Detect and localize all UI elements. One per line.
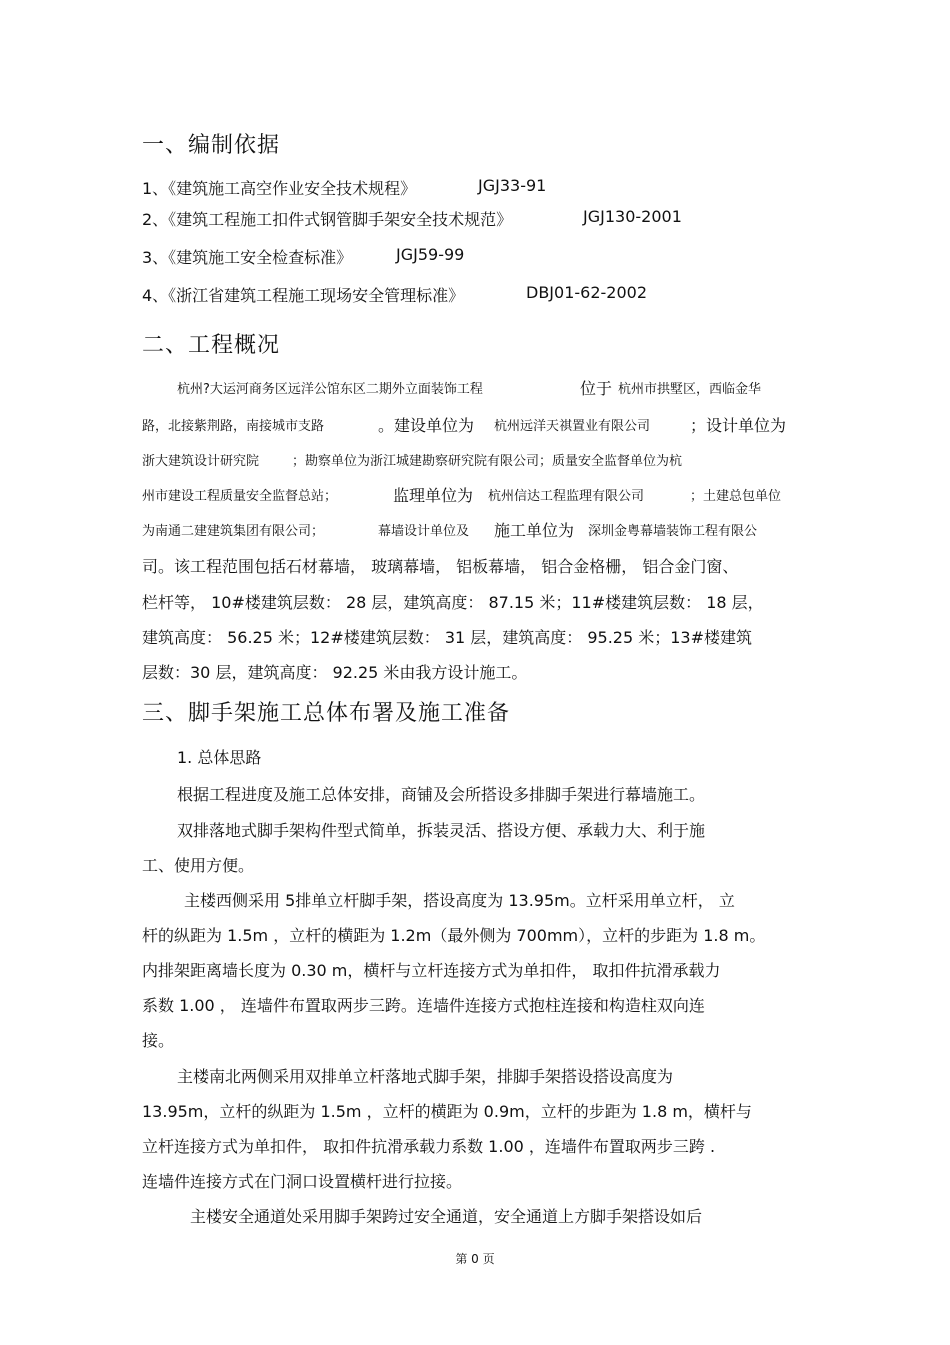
paragraph-line: 主楼南北两侧采用双排单立杆落地式脚手架，排脚手架搭设搭设高度为 (177, 1067, 674, 1086)
reference-item (142, 207, 682, 230)
section-title-overview: 二、工程概况 (142, 333, 281, 358)
subsection-title: 1. 总体思路 (177, 748, 262, 767)
reference-item (142, 283, 647, 306)
overview-text: 杭州?大运河商务区远洋公馆东区二期外立面装饰工程 (177, 382, 483, 397)
overview-text: 州市建设工程质量安全监督总站； (142, 489, 338, 504)
overview-text: 。建设单位为 (378, 416, 475, 435)
reference-title: 1、《建筑施工高空作业安全技术规程》 (142, 179, 417, 198)
overview-text: 层数：30 层，建筑高度： 92.25 米由我方设计施工。 (142, 663, 528, 682)
overview-text: 监理单位为 (393, 486, 474, 505)
paragraph-line: 根据工程进度及施工总体安排，商铺及会所搭设多排脚手架进行幕墙施工。 (177, 785, 706, 804)
overview-text: 杭州远洋天祺置业有限公司 (494, 419, 651, 434)
reference-title: 3、《建筑施工安全检查标准》 (142, 248, 353, 267)
paragraph-line: 内排架距离墙长度为 0.30 m，横杆与立杆连接方式为单扣件， 取扣件抗滑承载力 (142, 961, 721, 980)
paragraph-line: 杆的纵距为 1.5m ，立杆的横距为 1.2m（最外侧为 700mm），立杆的步距为 1.8 m。 (142, 926, 766, 945)
paragraph-line: 接。 (142, 1031, 175, 1050)
overview-text: 浙大建筑设计研究院 (142, 454, 260, 469)
overview-text: 位于 (580, 379, 613, 398)
paragraph-line: 立杆连接方式为单扣件， 取扣件抗滑承载力系数 1.00 ，连墙件布置取两步三跨 . (142, 1137, 716, 1156)
reference-code: JGJ33-91 (478, 176, 547, 195)
reference-title: 4、《浙江省建筑工程施工现场安全管理标准》 (142, 286, 465, 305)
overview-text: 深圳金粤幕墙装饰工程有限公 (588, 524, 758, 539)
overview-text: 建筑高度： 56.25 米；12#楼建筑层数： 31 层，建筑高度： 95.25 米；13#楼建筑 (142, 628, 753, 647)
overview-text: 施工单位为 (494, 521, 575, 540)
reference-item (142, 245, 465, 268)
section-title-basis: 一、编制依据 (142, 133, 281, 158)
paragraph-line: 系数 1.00 ， 连墙件布置取两步三跨。连墙件连接方式抱柱连接和构造柱双向连 (142, 996, 705, 1015)
overview-text: ；土建总包单位 (690, 489, 782, 504)
paragraph-line: 双排落地式脚手架构件型式简单，拆装灵活、搭设方便、承载力大、利于施 (177, 821, 706, 840)
page-number: 第 0 页 (455, 1252, 495, 1266)
reference-code: JGJ59-99 (396, 245, 465, 264)
overview-text: 司。该工程范围包括石材幕墙， 玻璃幕墙， 铝板幕墙， 铝合金格栅， 铝合金门窗、 (142, 557, 739, 576)
overview-text: ；设计单位为 (690, 416, 787, 435)
reference-code: DBJ01-62-2002 (526, 283, 647, 302)
paragraph-line: 主楼西侧采用 5排单立杆脚手架，搭设高度为 13.95m。立杆采用单立杆， 立 (184, 891, 735, 910)
paragraph-line: 连墙件连接方式在门洞口设置横杆进行拉接。 (142, 1172, 463, 1191)
overview-text: 为南通二建建筑集团有限公司； (142, 524, 325, 539)
overview-text: 杭州信达工程监理有限公司 (488, 489, 645, 504)
overview-text: 栏杆等， 10#楼建筑层数： 28 层，建筑高度： 87.15 米；11#楼建筑层数： 18 层， (142, 593, 764, 612)
overview-text: 幕墙设计单位及 (378, 524, 470, 539)
overview-text: 路，北接紫荆路，南接城市支路 (142, 419, 325, 434)
reference-code: JGJ130-2001 (583, 207, 682, 226)
paragraph-line: 工、使用方便。 (142, 856, 255, 875)
paragraph-line: 主楼安全通道处采用脚手架跨过安全通道，安全通道上方脚手架搭设如后 (190, 1207, 703, 1226)
paragraph-line: 13.95m，立杆的纵距为 1.5m ，立杆的横距为 0.9m，立杆的步距为 1.8 m，横杆与 (142, 1102, 752, 1121)
reference-title: 2、《建筑工程施工扣件式钢管脚手架安全技术规范》 (142, 210, 513, 229)
reference-item (142, 176, 547, 199)
overview-text: 杭州市拱墅区，西临金华 (618, 382, 762, 397)
overview-text: ；勘察单位为浙江城建勘察研究院有限公司；质量安全监督单位为杭 (292, 454, 683, 469)
section-title-plan: 三、脚手架施工总体布署及施工准备 (142, 701, 511, 726)
